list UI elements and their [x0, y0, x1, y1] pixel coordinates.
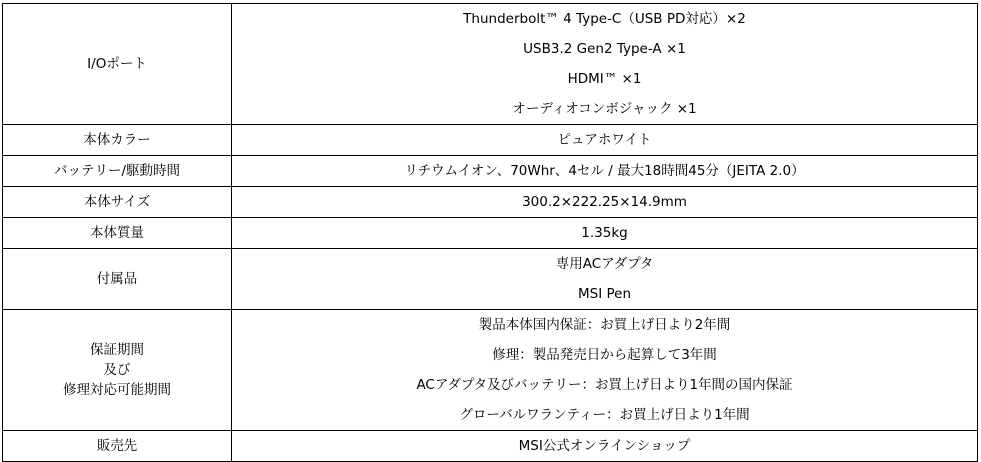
label-text: I/Oポート [87, 56, 147, 72]
label-text: 本体カラー [83, 132, 151, 148]
row-value-sales-channel [232, 431, 978, 462]
table-row [3, 187, 978, 218]
row-value-accessories [232, 249, 978, 310]
value-line: グローバルワランティー：お買上げ日より1年間 [459, 407, 750, 423]
label-text: 保証期間 [90, 342, 144, 358]
table-row [3, 218, 978, 249]
value-line: 300.2×222.25×14.9mm [522, 194, 687, 210]
value-line: ACアダプタ及びバッテリー：お買上げ日より1年間の国内保証 [416, 377, 793, 393]
label-text: 本体サイズ [83, 194, 151, 210]
spec-table [2, 3, 978, 462]
row-label-size [3, 187, 232, 218]
value-line: HDMI™ ×1 [567, 71, 642, 87]
row-value-io-ports [232, 4, 978, 125]
row-value-color [232, 125, 978, 156]
row-value-warranty [232, 310, 978, 431]
label-text: 販売先 [96, 438, 138, 454]
table-row [3, 156, 978, 187]
value-line: オーディオコンボジャック ×1 [512, 101, 697, 117]
table-row [3, 310, 978, 431]
value-line: MSI公式オンラインショップ [518, 438, 691, 454]
value-line: ピュアホワイト [557, 132, 652, 148]
row-value-battery [232, 156, 978, 187]
row-label-weight [3, 218, 232, 249]
label-text: バッテリー/駆動時間 [53, 163, 181, 179]
value-line: MSI Pen [577, 286, 631, 302]
row-label-accessories [3, 249, 232, 310]
label-text: 及び [103, 362, 131, 378]
value-line: 1.35kg [581, 225, 628, 241]
value-line: 修理：製品発売日から起算して3年間 [492, 347, 717, 363]
row-label-io-ports [3, 4, 232, 125]
value-line: USB3.2 Gen2 Type-A ×1 [523, 41, 686, 57]
table-row [3, 431, 978, 462]
table-row [3, 249, 978, 310]
label-text: 付属品 [96, 271, 138, 287]
row-label-battery [3, 156, 232, 187]
row-label-color [3, 125, 232, 156]
value-line: リチウムイオン、70Whr、4セル / 最大18時間45分（JEITA 2.0） [404, 163, 805, 179]
row-value-weight [232, 218, 978, 249]
label-text: 修理対応可能期間 [63, 382, 171, 398]
row-label-warranty [3, 310, 232, 431]
table-row [3, 125, 978, 156]
row-label-sales-channel [3, 431, 232, 462]
value-line: 専用ACアダプタ [555, 256, 654, 272]
table-row [3, 4, 978, 125]
value-line: 製品本体国内保証：お買上げ日より2年間 [478, 317, 731, 333]
row-value-size [232, 187, 978, 218]
value-line: Thunderbolt™ 4 Type-C（USB PD対応）×2 [463, 11, 746, 27]
label-text: 本体質量 [90, 225, 144, 241]
